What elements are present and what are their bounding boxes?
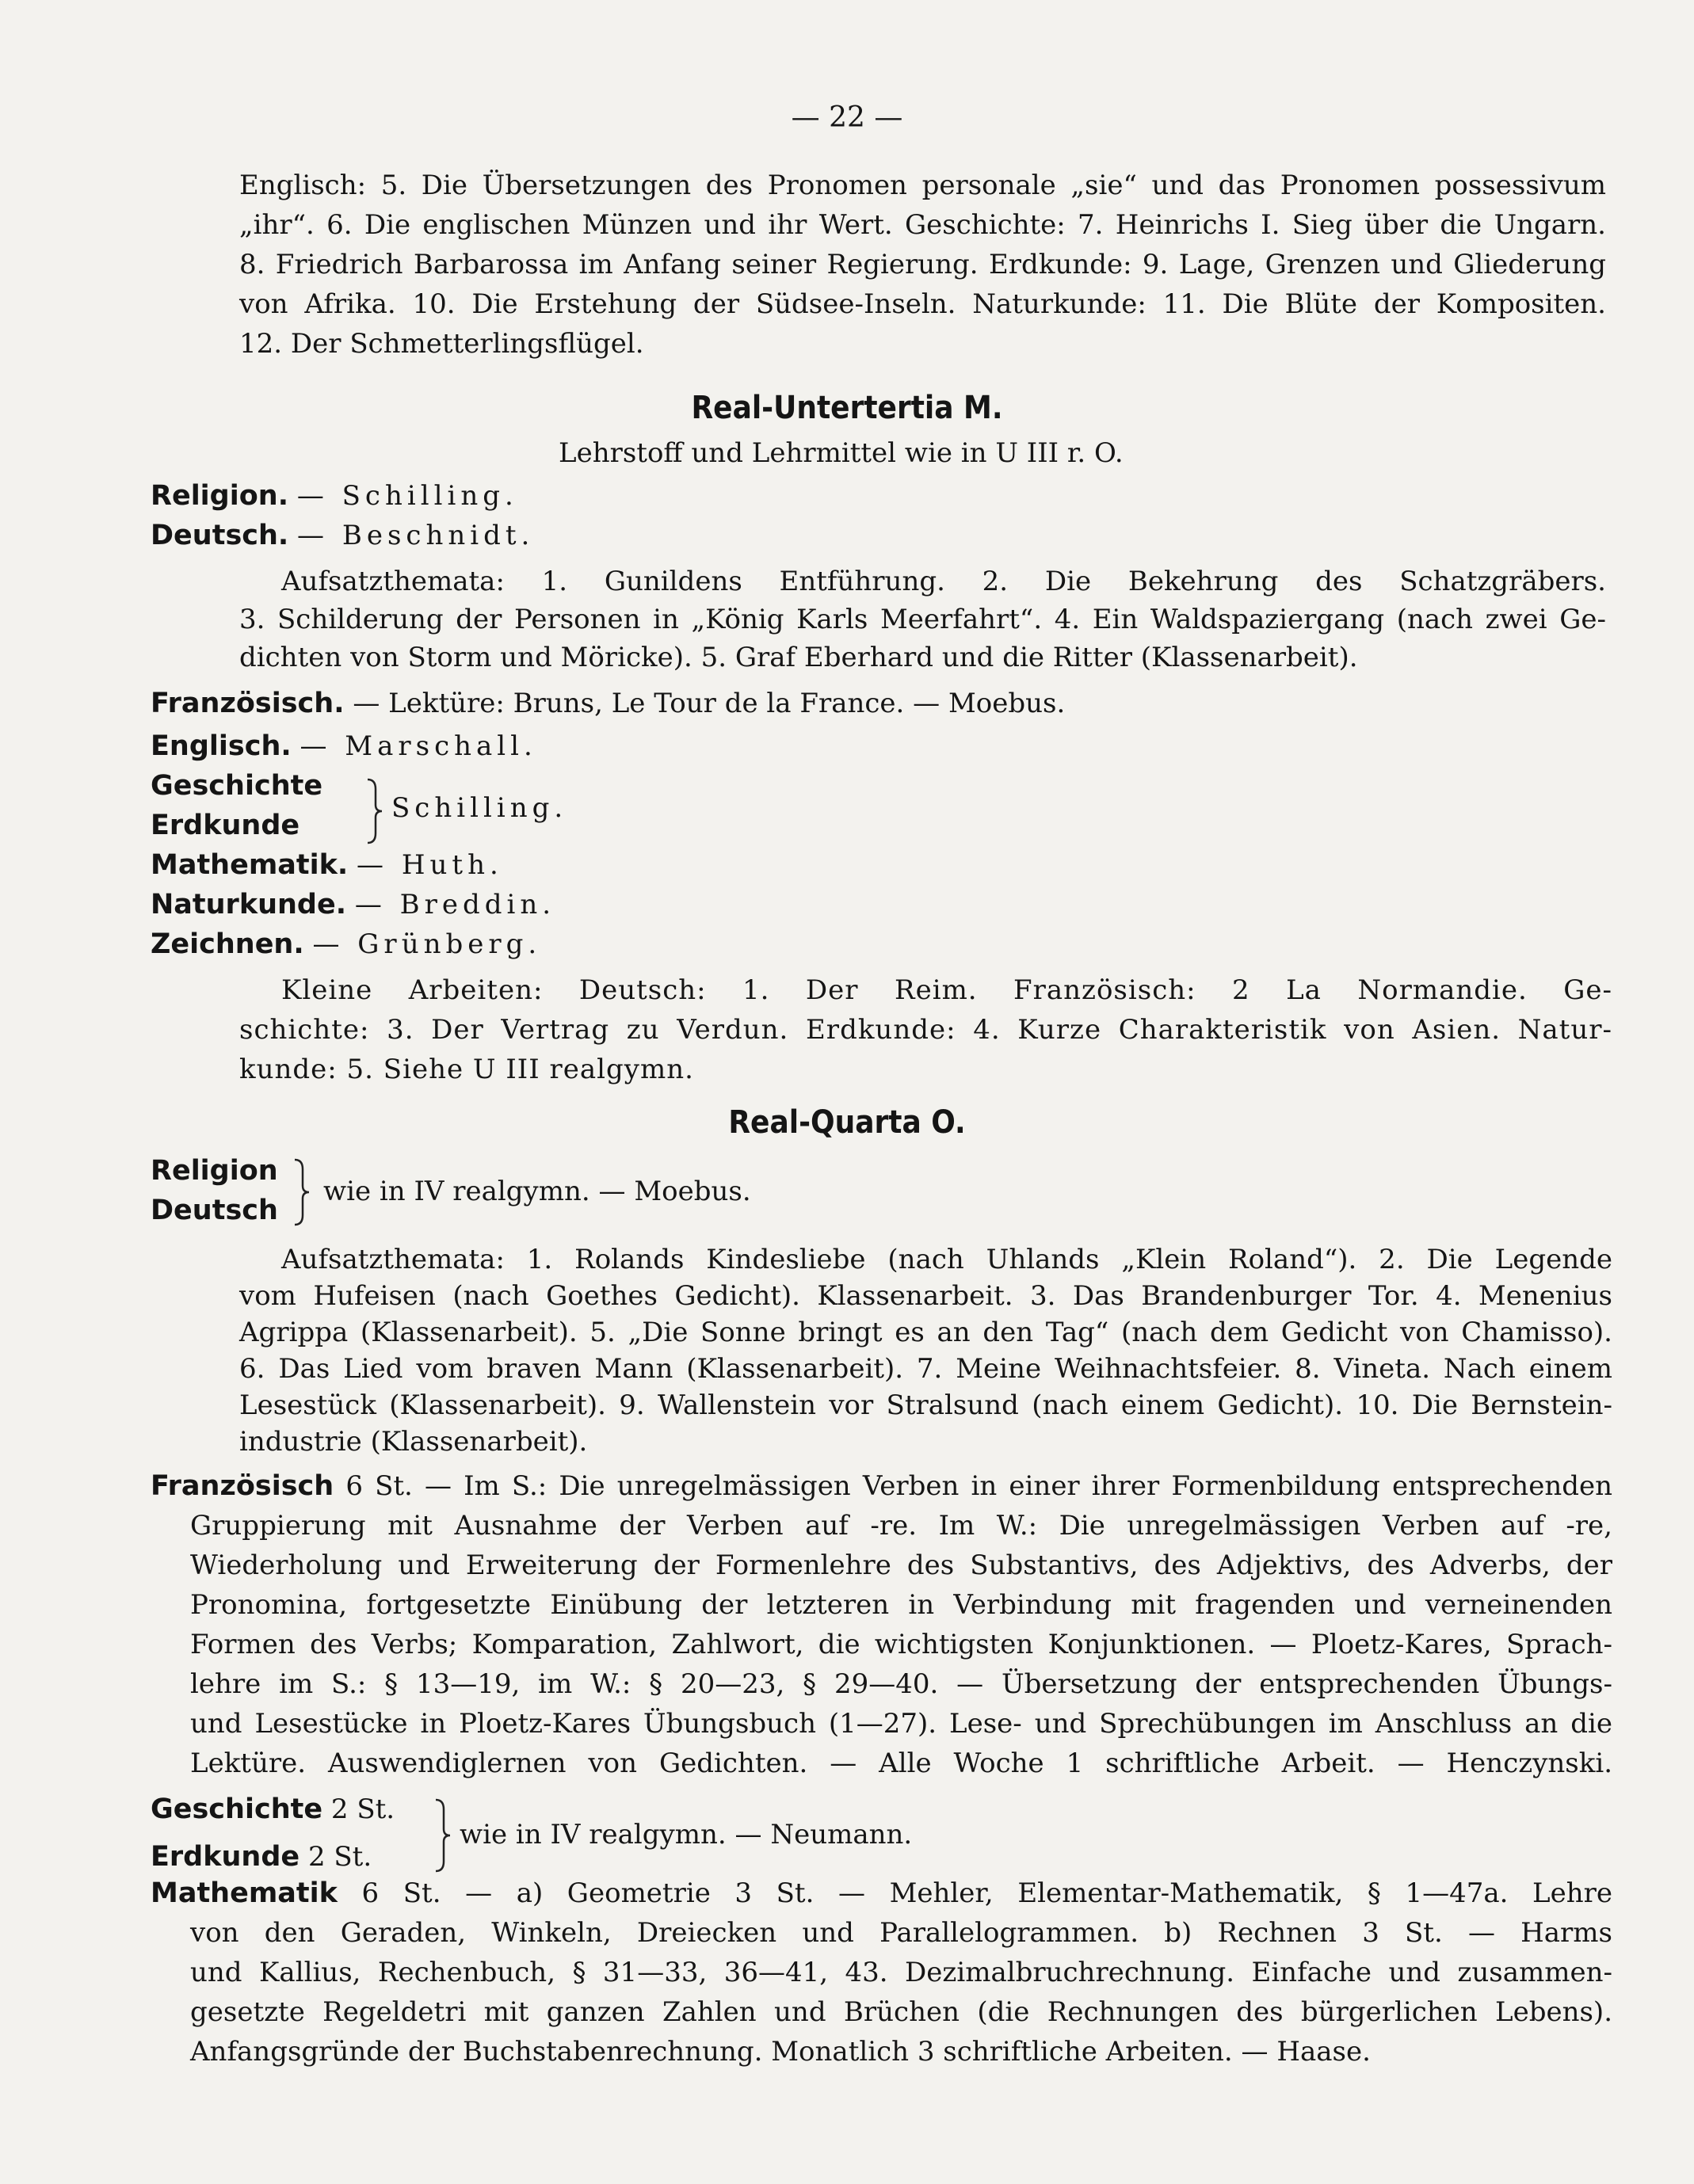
text-line: und Kallius, Rechenbuch, § 31—33, 36—41, 43. Dezimalbruchrechnung. Einfache und zusammen- <box>190 1957 1612 1988</box>
text-line: von Afrika. 10. Die Erstehung der Südsee-Inseln. Naturkunde: 11. Die Blüte der Kompositen. <box>239 288 1606 320</box>
text-line: Englisch: 5. Die Übersetzungen des Pronomen personale „sie“ und das Pronomen possessivum <box>239 170 1606 201</box>
hours: 2 St. <box>330 1793 395 1825</box>
text-line: Aufsatzthemata: 1. Gunildens Entführung. 2. Die Bekehrung des Schatzgräbers. <box>281 566 1606 597</box>
text-line: Wiederholung und Erweiterung der Formenlehre des Substantivs, des Adjektivs, des Adverbs, der <box>190 1549 1612 1581</box>
subject-label: Religion. <box>151 480 288 512</box>
text-line: 6 St. — Im S.: Die unregelmässigen Verben in einer ihrer Formenbildung entsprechenden <box>345 1470 1612 1502</box>
brace-icon <box>364 778 383 844</box>
text-line: vom Hufeisen (nach Goethes Gedicht). Klassenarbeit. 3. Das Brandenburger Tor. 4. Menenius <box>239 1280 1612 1312</box>
brace-icon <box>292 1158 311 1226</box>
subject-text: wie in IV realgymn. — Moebus. <box>323 1176 751 1207</box>
text-line: industrie (Klassenarbeit). <box>239 1426 588 1458</box>
subject-geschichte <box>151 1793 395 1825</box>
subject-mathematik <box>151 849 503 881</box>
teacher-text: — Schilling. <box>296 480 518 512</box>
text-line: „ihr“. 6. Die englischen Münzen und ihr Wert. Geschichte: 7. Heinrichs I. Sieg über die Ungarn. <box>239 209 1606 241</box>
subject-label: Mathematik. <box>151 849 349 881</box>
subject-label: Erdkunde <box>151 1841 300 1873</box>
teacher-text: — Huth. <box>357 849 503 881</box>
subject-label: Zeichnen. <box>151 928 304 960</box>
subject-label-religion: Religion <box>151 1155 278 1187</box>
subject-label-erdkunde: Erdkunde <box>151 810 300 841</box>
text-line: lehre im S.: § 13—19, im W.: § 20—23, § 29—40. — Übersetzung der entsprechenden Übungs- <box>190 1668 1612 1700</box>
subject-label: Französisch <box>151 1470 334 1502</box>
text-line: 6. Das Lied vom braven Mann (Klassenarbeit). 7. Meine Weihnachtsfeier. 8. Vineta. Nach einem <box>239 1353 1612 1385</box>
page-number: — 22 — <box>791 101 903 134</box>
subject-label: Englisch. <box>151 730 292 762</box>
subject-text: — Lektüre: Bruns, Le Tour de la France. — Moebus. <box>353 688 1066 719</box>
text-line: 6 St. — a) Geometrie 3 St. — Mehler, Elementar-Mathematik, § 1—47a. Lehre <box>361 1877 1612 1909</box>
text-line: schichte: 3. Der Vertrag zu Verdun. Erdkunde: 4. Kurze Charakteristik von Asien. Natur- <box>239 1014 1612 1046</box>
text-line: 8. Friedrich Barbarossa im Anfang seiner Regierung. Erdkunde: 9. Lage, Grenzen und Gliederung <box>239 249 1606 280</box>
subject-erdkunde <box>151 1841 372 1873</box>
section-subtitle: Lehrstoff und Lehrmittel wie in U III r. O. <box>559 437 1124 469</box>
text-line: 12. Der Schmetterlingsflügel. <box>239 328 644 360</box>
subject-label-deutsch: Deutsch <box>151 1195 278 1226</box>
text-line: Agrippa (Klassenarbeit). 5. „Die Sonne bringt es an den Tag“ (nach dem Gedicht von Chamisso). <box>239 1317 1612 1348</box>
subject-label-geschichte: Geschichte <box>151 770 323 802</box>
subject-label: Mathematik <box>151 1877 338 1909</box>
text-line: Gruppierung mit Ausnahme der Verben auf -re. Im W.: Die unregelmässigen Verben auf -re, <box>190 1510 1612 1542</box>
teacher-text: — Grünberg. <box>312 928 542 960</box>
text-line: und Lesestücke in Ploetz-Kares Übungsbuch (1—27). Lese- und Sprechübungen im Anschluss an die <box>190 1708 1612 1740</box>
teacher-text: — Breddin. <box>354 889 556 920</box>
subject-religion <box>151 480 518 512</box>
subject-franzoesisch-6st <box>151 1470 1612 1502</box>
text-line: 3. Schilderung der Personen in „König Karls Meerfahrt“. 4. Ein Waldspaziergang (nach zwei Ge- <box>239 604 1606 635</box>
subject-naturkunde <box>151 889 555 920</box>
text-line: Aufsatzthemata: 1. Rolands Kindesliebe (nach Uhlands „Klein Roland“). 2. Die Legende <box>281 1244 1612 1275</box>
teacher-text: — Beschnidt. <box>297 520 535 551</box>
text-line: Lesestück (Klassenarbeit). 9. Wallenstein vor Stralsund (nach einem Gedicht). 10. Die Bernstein- <box>239 1389 1612 1421</box>
text-line: Lektüre. Auswendiglernen von Gedichten. — Alle Woche 1 schriftliche Arbeit. — Henczynski. <box>190 1748 1612 1779</box>
text-line: Pronomina, fortgesetzte Einübung der letzteren in Verbindung mit fragenden und verneinenden <box>190 1589 1612 1621</box>
subject-label: Deutsch. <box>151 520 289 551</box>
subject-label: Geschichte <box>151 1793 323 1825</box>
brace-icon <box>433 1798 452 1873</box>
hours: 2 St. <box>307 1841 372 1873</box>
section-title-untertertia: Real-Untertertia M. <box>691 390 1003 426</box>
subject-label: Französisch. <box>151 688 345 719</box>
text-line: dichten von Storm und Möricke). 5. Graf Eberhard und die Ritter (Klassenarbeit). <box>239 642 1358 673</box>
teacher-text: — Marschall. <box>300 730 537 762</box>
text-line: kunde: 5. Siehe U III realgymn. <box>239 1054 694 1085</box>
text-line: Formen des Verbs; Komparation, Zahlwort, die wichtigsten Konjunktionen. — Ploetz-Kares, Sprach- <box>190 1629 1612 1660</box>
subject-englisch <box>151 730 537 762</box>
subject-zeichnen <box>151 928 541 960</box>
teacher-text: Schilling. <box>391 792 568 824</box>
subject-mathematik-6st <box>151 1877 1612 1909</box>
subject-deutsch <box>151 520 534 551</box>
text-line: Kleine Arbeiten: Deutsch: 1. Der Reim. Französisch: 2 La Normandie. Ge- <box>281 974 1612 1006</box>
text-line: Anfangsgründe der Buchstabenrechnung. Monatlich 3 schriftliche Arbeiten. — Haase. <box>190 2036 1371 2068</box>
subject-franzoesisch <box>151 688 1065 719</box>
section-title-quarta: Real-Quarta O. <box>728 1104 966 1141</box>
subject-label: Naturkunde. <box>151 889 347 920</box>
text-line: gesetzte Regeldetri mit ganzen Zahlen und Brüchen (die Rechnungen des bürgerlichen Lebens). <box>190 1996 1612 2028</box>
text-line: von den Geraden, Winkeln, Dreiecken und Parallelogrammen. b) Rechnen 3 St. — Harms <box>190 1917 1612 1949</box>
subject-text: wie in IV realgymn. — Neumann. <box>460 1819 913 1850</box>
